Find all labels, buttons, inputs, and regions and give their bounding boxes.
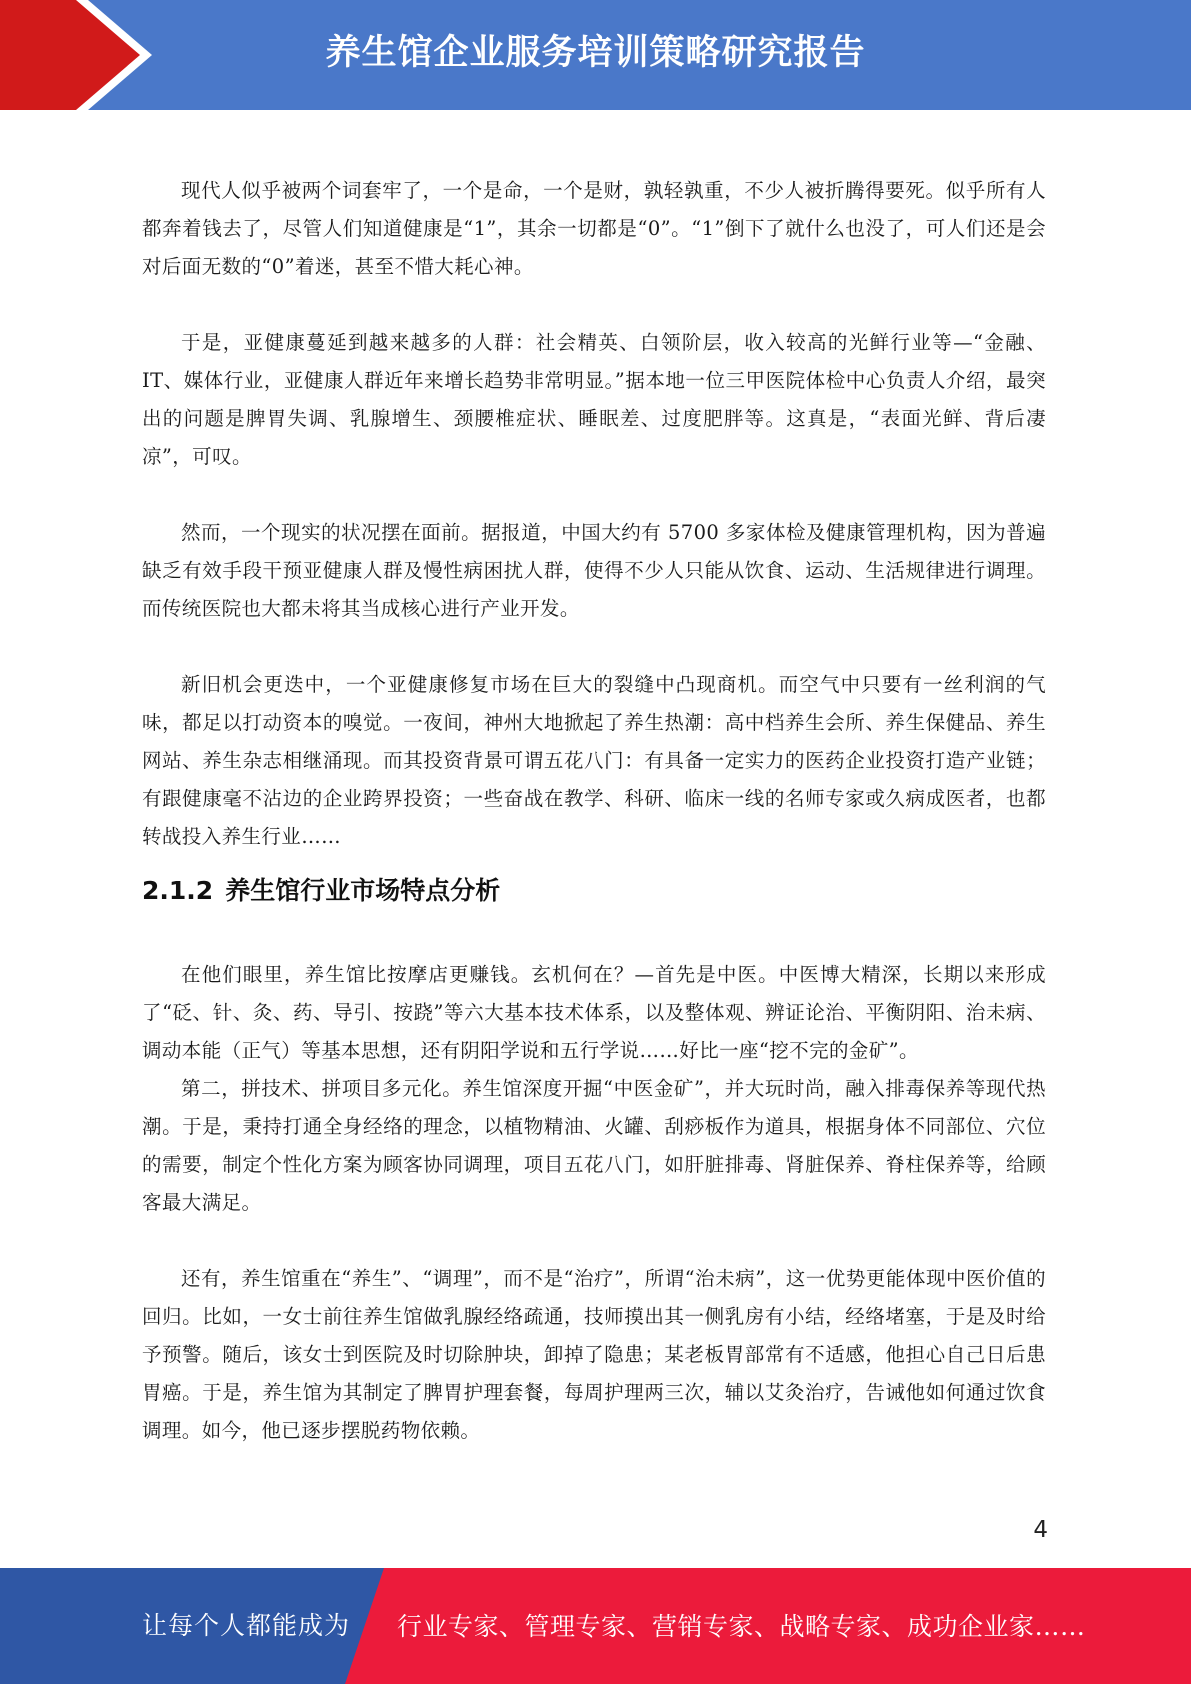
report-title: 养生馆企业服务培训策略研究报告 — [325, 33, 866, 73]
body-paragraph: 第二，拼技术、拼项目多元化。养生馆深度开掘“中医金矿”，并大玩时尚，融入排毒保养等现代热潮。于是，秉持打通全身经络的理念，以植物精油、火罐、刮痧板作为道具，根据身体不同部位、穴位的需要，制定个性化方案为顾客协同调理，项目五花八门，如肝脏排毒、肾脏保养、脊柱保养等，给顾客最大满足。 — [142, 1077, 1046, 1214]
section-title: 养生馆行业市场特点分析 — [225, 876, 501, 905]
footer-slogan-right: 行业专家、管理专家、营销专家、战略专家、成功企业家…… — [397, 1612, 1086, 1641]
body-paragraph: 还有，养生馆重在“养生”、“调理”，而不是“治疗”，所谓“治未病”，这一优势更能体现中医价值的回归。比如，一女士前往养生馆做乳腺经络疏通，技师摸出其一侧乳房有小结，经络堵塞，于是及时给予预警。随后，该女士到医院及时切除肿块，卸掉了隐患；某老板胃部常有不适感，他担心自己日后患胃癌。于是，养生馆为其制定了脾胃护理套餐，每周护理两三次，辅以艾灸治疗，告诫他如何通过饮食调理。如今，他已逐步摆脱药物依赖。 — [142, 1267, 1046, 1442]
page-footer — [0, 1568, 1191, 1684]
page-header — [0, 0, 1191, 110]
body-paragraph: 然而，一个现实的状况摆在面前。据报道，中国大约有 5700 多家体检及健康管理机构，因为普遍缺乏有效手段干预亚健康人群及慢性病困扰人群，使得不少人只能从饮食、运动、生活规律进行调理。而传统医院也大都未将其当成核心进行产业开发。 — [142, 521, 1046, 620]
document-body — [142, 172, 1046, 1450]
body-paragraph: 现代人似乎被两个词套牢了，一个是命，一个是财，孰轻孰重，不少人被折腾得要死。似乎所有人都奔着钱去了，尽管人们知道健康是“1”，其余一切都是“0”。“1”倒下了就什么也没了，可人们还是会对后面无数的“0”着迷，甚至不惜大耗心神。 — [142, 179, 1046, 278]
body-paragraph: 在他们眼里，养生馆比按摩店更赚钱。玄机何在？—首先是中医。中医博大精深，长期以来形成了“砭、针、灸、药、导引、按跷”等六大基本技术体系，以及整体观、辨证论治、平衡阴阳、治未病、调动本能（正气）等基本思想，还有阴阳学说和五行学说……好比一座“挖不完的金矿”。 — [142, 963, 1046, 1062]
body-paragraph: 新旧机会更迭中，一个亚健康修复市场在巨大的裂缝中凸现商机。而空气中只要有一丝利润的气味，都足以打动资本的嗅觉。一夜间，神州大地掀起了养生热潮：高中档养生会所、养生保健品、养生网站、养生杂志相继涌现。而其投资背景可谓五花八门：有具备一定实力的医药企业投资打造产业链；有跟健康毫不沾边的企业跨界投资；一些奋战在教学、科研、临床一线的名师专家或久病成医者，也都转战投入养生行业…… — [142, 673, 1046, 848]
section-heading — [142, 872, 1046, 910]
body-paragraph: 于是，亚健康蔓延到越来越多的人群：社会精英、白领阶层，收入较高的光鲜行业等—“金融、IT、媒体行业，亚健康人群近年来增长趋势非常明显。”据本地一位三甲医院体检中心负责人介绍，最突出的问题是脾胃失调、乳腺增生、颈腰椎症状、睡眠差、过度肥胖等。这真是，“表面光鲜、背后凄凉”，可叹。 — [142, 331, 1046, 468]
section-number: 2.1.2 — [142, 876, 214, 905]
page-number: 4 — [1033, 1517, 1048, 1543]
footer-slogan-left: 让每个人都能成为 — [142, 1611, 351, 1640]
